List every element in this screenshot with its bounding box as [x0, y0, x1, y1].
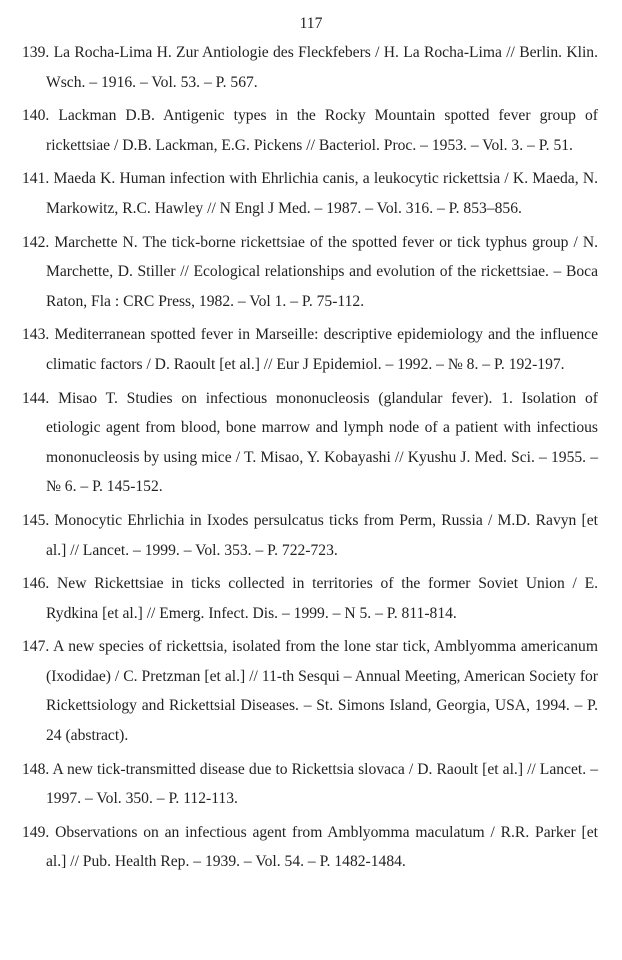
reference-number: 140.: [22, 107, 50, 125]
reference-item: [22, 38, 598, 97]
reference-number: 145.: [22, 511, 50, 529]
page-number: 117: [299, 15, 323, 32]
reference-item: [22, 228, 598, 317]
reference-text: New Rickettsiae in ticks collected in territories of the former Soviet Union / E. Rydkina [et al.] // Emerg. Infect. Dis. – 1999. – N 5. – P. 811-814.: [46, 575, 598, 622]
reference-item: [22, 164, 598, 223]
reference-number: 144.: [22, 389, 50, 407]
reference-text: Monocytic Ehrlichia in Ixodes persulcatus ticks from Perm, Russia / M.D. Ravyn [et al.] // Lancet. – 1999. – Vol. 353. – P. 722-723.: [46, 511, 598, 559]
reference-item: [22, 818, 598, 877]
reference-item: [22, 569, 598, 628]
reference-text: Misao T. Studies on infectious mononucleosis (glandular fever). 1. Isolation of etiologic agent from blood, bone marrow and lymph node of a patient with infectious mononucleosis by using mice / T. Misao, Y. Kobayashi // Kyushu J. Med. Sci. – 1955. – № 6. – P. 145-152.: [46, 389, 598, 496]
reference-item: [22, 320, 598, 379]
reference-text: La Rocha-Lima H. Zur Antiologie des Fleckfebers / H. La Rocha-Lima // Berlin. Klin. Wsch. – 1916. – Vol. 53. – P. 567.: [46, 44, 598, 91]
reference-number: 141.: [22, 170, 50, 188]
reference-text: Observations on an infectious agent from Amblyomma maculatum / R.R. Parker [et al.] // Pub. Health Rep. – 1939. – Vol. 54. – P. 1482-1484.: [46, 823, 598, 871]
reference-item: [22, 632, 598, 750]
reference-number: 139.: [22, 44, 50, 61]
reference-text: Maeda K. Human infection with Ehrlichia canis, a leukocytic rickettsia / K. Maeda, N. Markowitz, R.C. Hawley // N Engl J Med. – 1987. – Vol. 316. – P. 853–856.: [46, 170, 598, 217]
reference-number: 142.: [22, 233, 50, 251]
reference-item: [22, 506, 598, 565]
reference-number: 147.: [22, 638, 50, 656]
reference-number: 143.: [22, 326, 50, 344]
reference-text: Marchette N. The tick-borne rickettsiae of the spotted fever or tick typhus group / N. Marchette, D. Stiller // Ecological relationships and evolution of the rickettsiae. – Boca Raton, Fla : CRC Press, 1982. – Vol 1. – P. 75-112.: [46, 233, 598, 310]
reference-item: [22, 101, 598, 160]
reference-number: 148.: [22, 760, 50, 778]
reference-item: [22, 384, 598, 502]
reference-number: 146.: [22, 575, 50, 593]
reference-number: 149.: [22, 823, 50, 841]
reference-text: Mediterranean spotted fever in Marseille: descriptive epidemiology and the influence climatic factors / D. Raoult [et al.] // Eur J Epidemiol. – 1992. – № 8. – P. 192-197.: [46, 326, 598, 373]
reference-item: [22, 755, 598, 814]
reference-text: A new species of rickettsia, isolated from the lone star tick, Amblyomma americanum (Ixodidae) / C. Pretzman [et al.] // 11-th Sesqui – Annual Meeting, American Society for Rickettsiology and Rickettsial Diseases. – St. Simons Island, Georgia, USA, 1994. – P. 24 (abstract).: [46, 638, 598, 745]
reference-text: Lackman D.B. Antigenic types in the Rocky Mountain spotted fever group of rickettsiae / D.B. Lackman, E.G. Pickens // Bacteriol. Proc. – 1953. – Vol. 3. – P. 51.: [46, 107, 598, 154]
reference-text: A new tick-transmitted disease due to Rickettsia slovaca / D. Raoult [et al.] // Lancet. – 1997. – Vol. 350. – P. 112-113.: [46, 760, 598, 808]
reference-list: [22, 38, 598, 881]
